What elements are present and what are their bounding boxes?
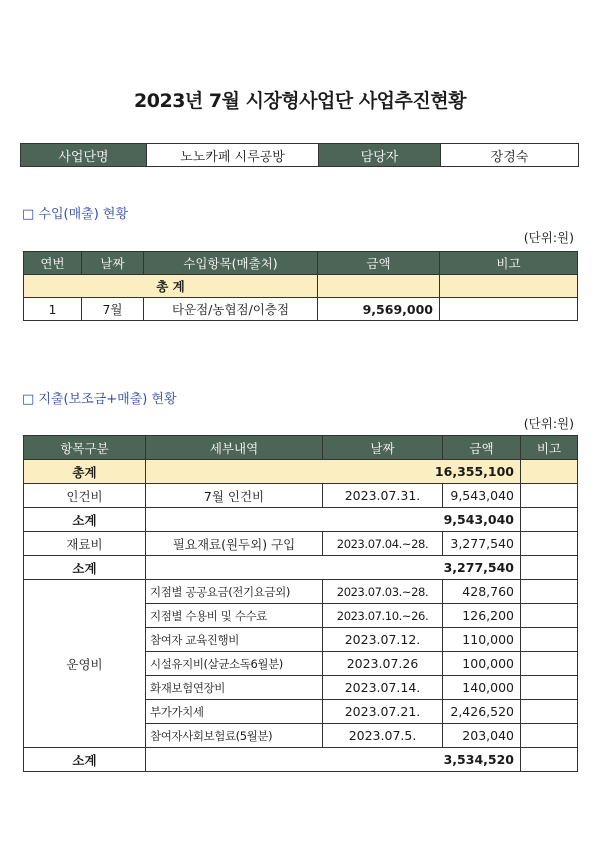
- income-header-note: 비고: [440, 252, 578, 275]
- operations-amount: 140,000: [443, 676, 521, 700]
- income-row-note: [440, 298, 578, 321]
- income-total-amount: [318, 275, 440, 298]
- operations-amount: 203,040: [443, 724, 521, 748]
- operations-detail: 참여자사회보험료(5월분): [146, 724, 323, 748]
- table-row: [24, 484, 578, 508]
- table-row: [24, 580, 578, 604]
- expense-header-detail: 세부내역: [146, 436, 323, 460]
- business-name: 노노카페 시루공방: [147, 144, 319, 167]
- operations-note: [521, 676, 578, 700]
- operations-detail: 지점별 공공요금(전기요금외): [146, 580, 323, 604]
- labor-subtotal-label: 소계: [24, 508, 146, 532]
- income-unit: (단위:원): [523, 230, 574, 245]
- income-row-date: 7월: [82, 298, 144, 321]
- expense-table: [23, 435, 578, 772]
- operations-category: 운영비: [24, 580, 146, 748]
- operations-note: [521, 700, 578, 724]
- table-row: [24, 298, 578, 321]
- operations-note: [521, 604, 578, 628]
- materials-note: [521, 532, 578, 556]
- operations-amount: 2,426,520: [443, 700, 521, 724]
- operations-note: [521, 724, 578, 748]
- expense-unit: (단위:원): [523, 416, 574, 431]
- expense-header-amount: 금액: [443, 436, 521, 460]
- operations-amount: 100,000: [443, 652, 521, 676]
- manager-label: 담당자: [319, 144, 441, 167]
- grand-total-amount: 16,355,100: [146, 460, 521, 484]
- operations-detail: 시설유지비(살균소독6월분): [146, 652, 323, 676]
- labor-subtotal-note: [521, 508, 578, 532]
- materials-date: 2023.07.04.~28.: [323, 532, 443, 556]
- operations-amount: 110,000: [443, 628, 521, 652]
- operations-subtotal: 3,534,520: [146, 748, 521, 772]
- labor-subtotal: 9,543,040: [146, 508, 521, 532]
- operations-detail: 부가가치세: [146, 700, 323, 724]
- operations-detail: 지점별 수용비 및 수수료: [146, 604, 323, 628]
- income-row-no: 1: [24, 298, 82, 321]
- income-section-title: □ 수입(매출) 현황: [22, 207, 129, 222]
- labor-note: [521, 484, 578, 508]
- income-header-amount: 금액: [318, 252, 440, 275]
- expense-header-category: 항목구분: [24, 436, 146, 460]
- income-total-note: [440, 275, 578, 298]
- income-total-label: 총 계: [24, 275, 318, 298]
- income-row-item: 타운점/농협점/이층점: [144, 298, 318, 321]
- table-row: [24, 532, 578, 556]
- materials-subtotal: 3,277,540: [146, 556, 521, 580]
- operations-date: 2023.07.14.: [323, 676, 443, 700]
- operations-date: 2023.07.21.: [323, 700, 443, 724]
- operations-date: 2023.07.12.: [323, 628, 443, 652]
- expense-header-note: 비고: [521, 436, 578, 460]
- expense-section-title: □ 지출(보조금+매출) 현황: [22, 392, 177, 407]
- business-label: 사업단명: [21, 144, 147, 167]
- operations-date: 2023.07.03.~28.: [323, 580, 443, 604]
- materials-amount: 3,277,540: [443, 532, 521, 556]
- operations-detail: 참여자 교육진행비: [146, 628, 323, 652]
- page-title: 2023년 7월 시장형사업단 사업추진현황: [134, 90, 466, 112]
- income-table: [23, 251, 578, 321]
- operations-date: 2023.07.26: [323, 652, 443, 676]
- operations-amount: 126,200: [443, 604, 521, 628]
- operations-amount: 428,760: [443, 580, 521, 604]
- materials-detail: 필요재료(원두외) 구입: [146, 532, 323, 556]
- labor-amount: 9,543,040: [443, 484, 521, 508]
- income-row-amount: 9,569,000: [318, 298, 440, 321]
- labor-category: 인건비: [24, 484, 146, 508]
- operations-subtotal-note: [521, 748, 578, 772]
- operations-note: [521, 652, 578, 676]
- operations-subtotal-label: 소계: [24, 748, 146, 772]
- operations-date: 2023.07.5.: [323, 724, 443, 748]
- materials-subtotal-label: 소계: [24, 556, 146, 580]
- operations-note: [521, 628, 578, 652]
- income-header-item: 수입항목(매출처): [144, 252, 318, 275]
- operations-note: [521, 580, 578, 604]
- expense-header-date: 날짜: [323, 436, 443, 460]
- materials-subtotal-note: [521, 556, 578, 580]
- grand-total-label: 총계: [24, 460, 146, 484]
- materials-category: 재료비: [24, 532, 146, 556]
- operations-date: 2023.07.10.~26.: [323, 604, 443, 628]
- grand-total-note: [521, 460, 578, 484]
- income-header-no: 연번: [24, 252, 82, 275]
- manager-name: 장경숙: [441, 144, 579, 167]
- income-header-date: 날짜: [82, 252, 144, 275]
- labor-date: 2023.07.31.: [323, 484, 443, 508]
- labor-detail: 7월 인건비: [146, 484, 323, 508]
- operations-detail: 화재보험연장비: [146, 676, 323, 700]
- business-info-table: [20, 143, 579, 167]
